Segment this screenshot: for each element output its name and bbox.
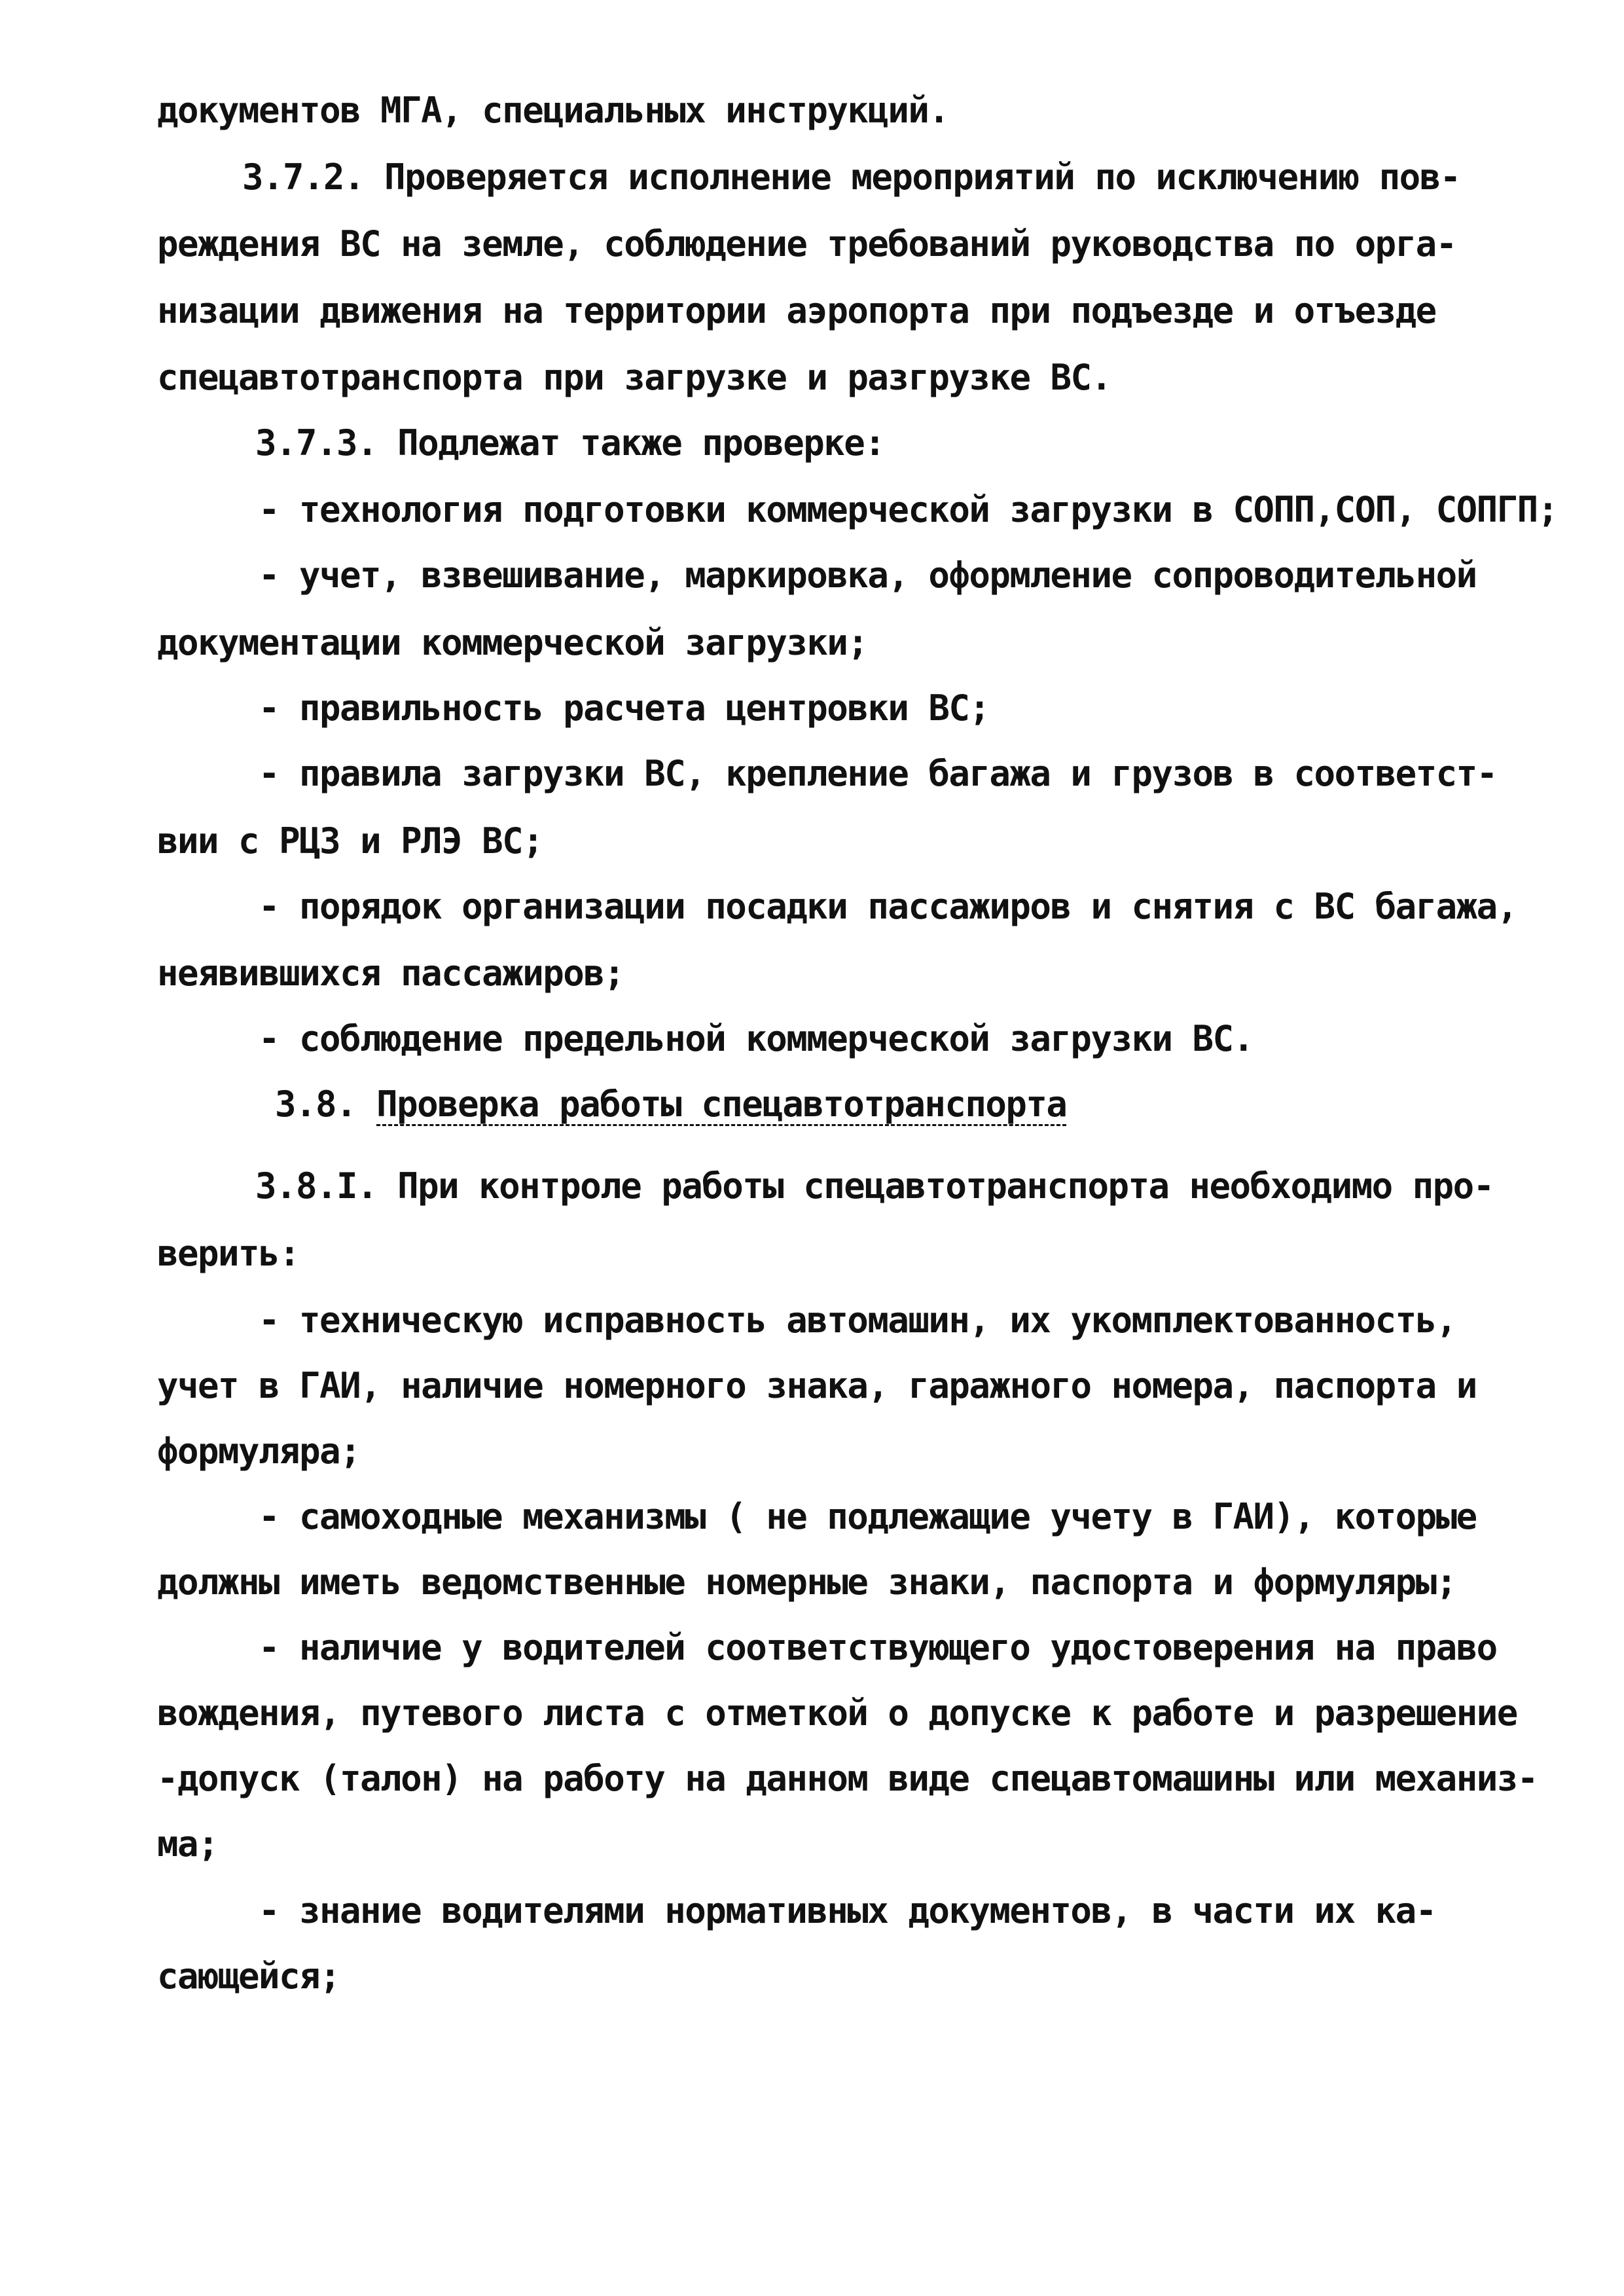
text-line: сающейся;: [157, 1956, 340, 1997]
text-line: - правильность расчета центровки ВС;: [259, 687, 990, 729]
text-line: -допуск (талон) на работу на данном виде спецавтомашины или механиз-: [157, 1758, 1538, 1799]
section-number: 3.8.: [275, 1084, 357, 1125]
text-line: 3.8.I. При контроле работы спецавтотранспорта необходимо про-: [255, 1165, 1494, 1207]
text-line: вии с РЦЗ и РЛЭ ВС;: [157, 820, 543, 862]
text-line: верить:: [157, 1233, 300, 1274]
text-line: - самоходные механизмы ( не подлежащие учету в ГАИ), которые: [259, 1496, 1477, 1537]
text-line: - технология подготовки коммерческой загрузки в СОПП,СОП, СОПГП;: [259, 489, 1558, 530]
text-line: вождения, путевого листа с отметкой о допуске к работе и разрешение: [157, 1692, 1517, 1734]
text-line: - порядок организации посадки пассажиров и снятия с ВС багажа,: [259, 886, 1517, 927]
text-line: должны иметь ведомственные номерные знаки, паспорта и формуляры;: [157, 1561, 1456, 1603]
text-line: документации коммерческой загрузки;: [157, 622, 868, 663]
text-line: неявившихся пассажиров;: [157, 953, 624, 994]
text-line: - наличие у водителей соответствующего удостоверения на право: [259, 1627, 1497, 1668]
text-line: реждения ВС на земле, соблюдение требований руководства по орга-: [157, 223, 1456, 264]
text-line: 3.7.3. Подлежат также проверке:: [255, 422, 885, 464]
text-line: спецавтотранспорта при загрузке и разгрузке ВС.: [157, 357, 1111, 398]
text-line: - знание водителями нормативных документов, в части их ка-: [259, 1890, 1436, 1931]
section-title: Проверка работы спецавтотранспорта: [376, 1084, 1067, 1125]
text-line: - соблюдение предельной коммерческой загрузки ВС.: [259, 1018, 1254, 1059]
text-line: формуляра;: [157, 1430, 361, 1472]
text-line: ма;: [157, 1823, 219, 1865]
section-heading: [275, 1084, 1067, 1125]
text-line: документов МГА, специальных инструкций.: [157, 90, 949, 131]
text-line: 3.7.2. Проверяется исполнение мероприятий по исключению пов-: [242, 156, 1460, 198]
text-line: - правила загрузки ВС, крепление багажа и грузов в соответст-: [259, 753, 1497, 794]
text-line: низации движения на территории аэропорта при подъезде и отъезде: [157, 290, 1436, 331]
text-line: - техническую исправность автомашин, их укомплектованность,: [259, 1300, 1456, 1341]
text-line: учет в ГАИ, наличие номерного знака, гаражного номера, паспорта и: [157, 1365, 1477, 1406]
text-line: - учет, взвешивание, маркировка, оформление сопроводительной: [259, 555, 1477, 596]
